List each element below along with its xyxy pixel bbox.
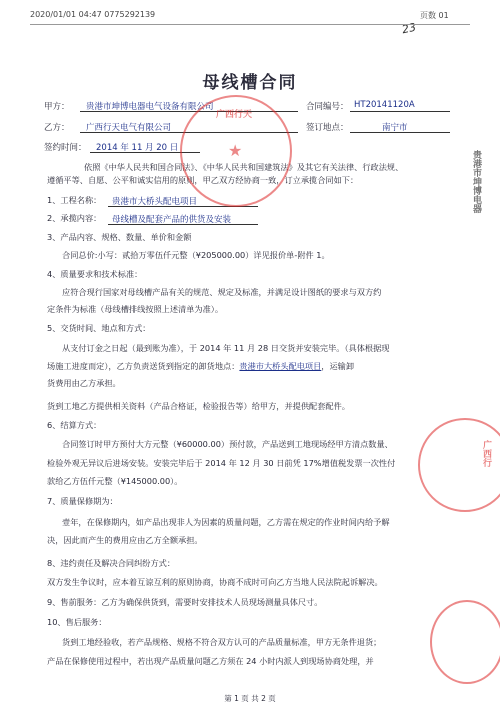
sign-date: 2014 年 11 月 20 日 [96, 143, 179, 153]
item-7-line-2: 决，因此而产生的费用应由乙方全额承担。 [47, 535, 203, 545]
party-a-name: 贵港市坤博电器电气设备有限公司 [86, 102, 214, 112]
party-b-name: 广西行天电气有限公司 [86, 123, 172, 133]
item-3-total: 合同总价:小写：贰拾万零伍仟元整（¥205000.00）详见报价单-附件 1。 [62, 250, 330, 260]
sign-place: 南宁市 [382, 123, 408, 133]
item-4-heading: 4、质量要求和技术标准： [47, 269, 143, 279]
item-10-line-1: 货到工地经验收，若产品规格、规格不符合双方认可的产品质量标准，甲方无条件退货； [62, 637, 382, 647]
item-5-location: 贵港市大桥头配电项目 [239, 361, 322, 371]
item-6-heading: 6、结算方式： [47, 420, 102, 430]
header-divider [30, 24, 470, 25]
item-6-line-1: 合同签订时甲方预付大方元整（¥60000.00）预付款，产品送到工地现场经甲方清点数量、 [62, 439, 393, 449]
side-seal-stamp [418, 418, 500, 512]
item-5-heading: 5、交货时间、地点和方式： [47, 323, 151, 333]
sign-place-label: 签订地点： [306, 123, 349, 133]
intro-line-1: 依照《中华人民共和国合同法》、《中华人民共和国建筑法》及其它有关法律、行政法规、 [84, 162, 404, 172]
side-seal-text: 广西行 [481, 440, 491, 467]
fax-header: 2020/01/01 04:47 0775292139 [30, 10, 156, 19]
bottom-seal-stamp [430, 600, 500, 684]
sign-place-underline [350, 132, 450, 133]
item-4-line-2: 定条件为标准（母线槽排线按照上述清单为准）。 [47, 304, 224, 314]
page-count: 页数 01 [420, 11, 449, 20]
contract-no-label: 合同编号： [306, 102, 349, 112]
item-7-line-1: 壹年，在保修期内，如产品出现非人为因素的质量问题，乙方需在规定的作业时间内给予解 [62, 517, 390, 527]
item-10-heading: 10、售后服务： [47, 617, 107, 627]
item-5-line-3: 货费用由乙方承担。 [47, 378, 121, 388]
item-2-label: 2、承揽内容： [47, 213, 102, 223]
company-seal-stamp [180, 95, 292, 207]
contract-no-underline [350, 111, 450, 112]
document-title: 母线槽合同 [202, 73, 298, 93]
item-5-line-4: 货到工地乙方提供相关资料（产品合格证，检验报告等）给甲方，并提供配套配件。 [47, 401, 350, 411]
party-b-label: 乙方： [44, 123, 70, 133]
item-3-heading: 3、产品内容、规格、数量、单价和金额 [47, 232, 192, 242]
seal-text: 广西行天 [216, 110, 253, 120]
item-5-line-2: 场施工进度而定），乙方负责送货到指定的卸货地点：贵港市大桥头配电项目，运输卸 [47, 361, 355, 371]
item-2-underline [108, 224, 258, 225]
page-footer: 第 1 页 共 2 页 [224, 694, 276, 703]
handwritten-note: 23 [400, 20, 418, 37]
item-5-line-1: 从支付订金之日起（最到账为准），于 2014 年 11 月 28 日交货并安装完毕。（具体根据现 [62, 343, 390, 353]
sign-date-label: 签约时间： [44, 143, 87, 153]
item-1-value: 贵港市大桥头配电项目 [112, 197, 198, 207]
item-1-label: 1、工程名称： [47, 195, 102, 205]
party-a-label: 甲方： [44, 102, 70, 112]
item-7-heading: 7、质量保修期为： [47, 496, 118, 506]
item-6-line-2: 检验外观无异议后进场安装。安装完毕后于 2014 年 12 月 30 日前凭 17%增值税发票一次性付 [47, 458, 396, 468]
item-4-line-1: 应符合现行国家对母线槽产品有关的规范、规定及标准，并满足设计图纸的要求与双方约 [62, 287, 382, 297]
contract-no: HT20141120A [354, 100, 415, 110]
item-8-heading: 8、违约责任及解决合同纠纷方式： [47, 558, 176, 568]
item-2-value: 母线槽及配套产品的供货及安装 [112, 215, 232, 225]
item-10-line-2: 产品在保修使用过程中，若出现产品质量问题乙方须在 24 小时内派人到现场协商处理，并 [47, 656, 374, 666]
side-company-stamp: 贵港市坤博电器 [471, 150, 481, 213]
item-8-body: 双方发生争议时，应本着互谅互利的原则协商，协商不成时可向乙方当地人民法院起诉解决。 [47, 577, 383, 587]
seal-star-icon: ★ [228, 141, 243, 160]
item-9: 9、售前服务：乙方为确保供货到，需要时安排技术人员现场测量具体尺寸。 [47, 597, 323, 607]
intro-line-2: 遵循平等、自愿、公平和诚实信用的原则，甲乙双方经协商一致，订立承揽合同如下： [47, 175, 359, 185]
item-6-line-3: 款给乙方伍仟元整（¥145000.00）。 [47, 476, 183, 486]
